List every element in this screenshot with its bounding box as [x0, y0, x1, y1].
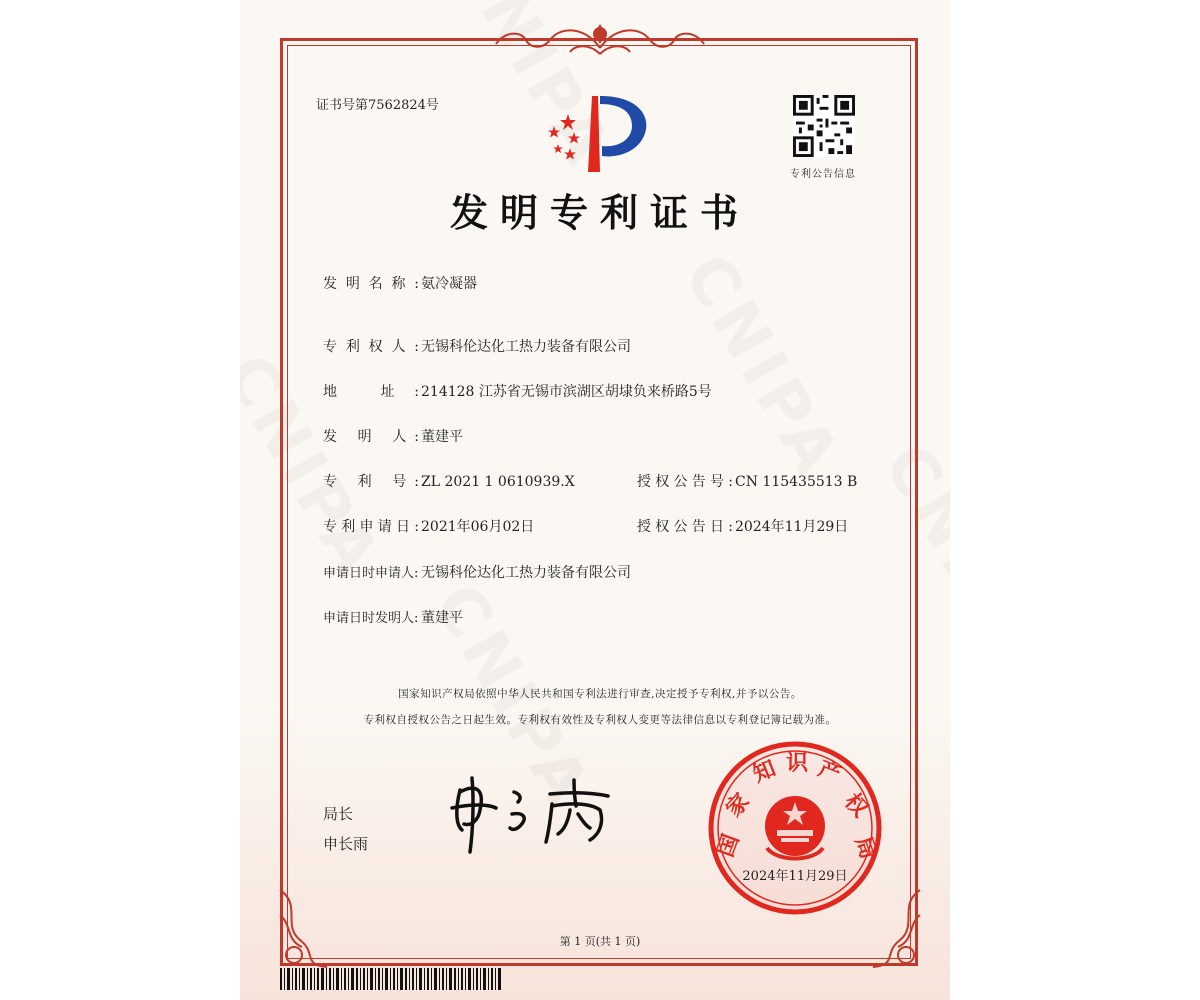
- cnipa-logo-icon: [540, 92, 658, 172]
- notice-line-1: 国家知识产权局依照中华人民共和国专利法进行审查,决定授予专利权,并予以公告。: [398, 688, 802, 700]
- bottom-left-ornament: [272, 885, 342, 975]
- field-invention-name: [323, 273, 477, 293]
- director-name: 申长雨: [323, 835, 369, 853]
- field-patent-number: [323, 471, 575, 491]
- field-label: 地 址:: [323, 384, 419, 400]
- svg-text:权: 权: [839, 789, 873, 823]
- svg-text:局: 局: [849, 833, 881, 863]
- svg-text:国: 国: [713, 831, 745, 861]
- field-value: 无锡科伦达化工热力装备有限公司: [421, 339, 631, 355]
- director-signature: [440, 770, 620, 860]
- field-grant-publication-number: [637, 471, 857, 491]
- top-ornament: [490, 18, 710, 62]
- field-value: ZL 2021 1 0610939.X: [421, 474, 575, 490]
- field-patentee: [323, 336, 631, 356]
- certificate-number: 证书号第7562824号: [316, 98, 439, 113]
- field-label: 授权公告号:: [637, 474, 733, 490]
- field-label: 发 明 人:: [323, 429, 419, 445]
- field-filing-date: [323, 516, 534, 536]
- field-value: 董建平: [421, 610, 463, 626]
- page-number: 第 1 页(共 1 页): [559, 935, 641, 948]
- barcode-icon: [280, 968, 510, 990]
- field-value: 214128 江苏省无锡市滨湖区胡埭负来桥路5号: [421, 384, 712, 400]
- field-value: CN 115435513 B: [735, 474, 858, 490]
- official-seal: [705, 738, 885, 918]
- field-address: [323, 381, 712, 401]
- field-value: 氨冷凝器: [421, 276, 477, 292]
- field-value: 2021年06月02日: [421, 519, 535, 535]
- field-label: 专利申请日:: [323, 519, 419, 535]
- field-label: 专 利 号:: [323, 474, 419, 490]
- seal-date: 2024年11月29日: [742, 869, 848, 884]
- svg-text:知: 知: [749, 756, 780, 788]
- qr-code-icon: [793, 95, 855, 157]
- field-applicant-at-filing: [323, 562, 631, 582]
- certificate-title: 发明专利证书: [449, 191, 750, 235]
- field-label: 申请日时发明人:: [323, 611, 419, 626]
- qr-code-label: 专利公告信息: [790, 169, 856, 180]
- field-label: 发明名称:: [323, 276, 419, 292]
- field-label: 授权公告日:: [637, 519, 733, 535]
- field-grant-publication-date: [637, 516, 848, 536]
- field-label: 申请日时申请人:: [323, 566, 419, 581]
- svg-text:识: 识: [785, 751, 809, 776]
- field-label: 专利权人:: [323, 339, 419, 355]
- svg-text:家: 家: [721, 789, 755, 823]
- field-value: 董建平: [421, 429, 463, 445]
- director-title: 局长: [323, 805, 354, 823]
- notice-line-2: 专利权自授权公告之日起生效。专利权有效性及专利权人变更等法律信息以专利登记簿记载为准。: [363, 714, 837, 726]
- field-inventor: [323, 426, 463, 446]
- svg-text:产: 产: [814, 756, 845, 788]
- field-value: 无锡科伦达化工热力装备有限公司: [421, 565, 631, 581]
- field-value: 2024年11月29日: [735, 519, 849, 535]
- field-inventor-at-filing: [323, 607, 463, 627]
